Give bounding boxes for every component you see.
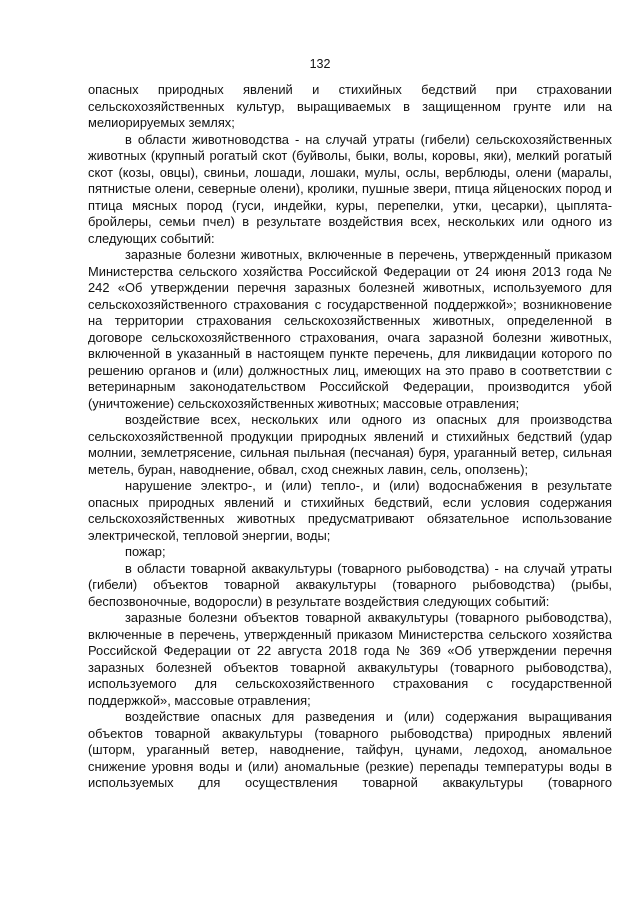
body-text [88, 82, 612, 792]
paragraph-aquaculture: в области товарной аквакультуры (товарного рыбоводства) - на случай утраты (гибели) объектов товарной аквакультуры (товарного рыбоводства) (рыбы, беспозвоночные, водоросли) в результате воздействия следующих событий: [88, 560, 612, 609]
paragraph-utility-disruption: нарушение электро-, и (или) тепло-, и (или) водоснабжения в результате опасных природных явлений и стихийных бедствий, если условия содержания сельскохозяйственных животных предусматривают обязательное использование электрической, тепловой энергии, воды; [88, 478, 612, 543]
paragraph-contagious-diseases: заразные болезни животных, включенные в перечень, утвержденный приказом Министерства сельского хозяйства Российской Федерации от 24 июня 2013 года № 242 «Об утверждении перечня заразных болезней животных, используемого для сельскохозяйственного страхования с государственной поддержкой»; возникновение на территории страхования сельскохозяйственных животных, определенной в договоре сельскохозяйственного страхования, очага заразной болезни животных, включенной в указанный в настоящем пункте перечень, для ликвидации которого по решению органов и (или) должностных лиц, имеющих на это право в соответствии с ветеринарным законодательством Российской Федерации, производится убой (уничтожение) сельскохозяйственных животных; массовые отравления; [88, 247, 612, 411]
paragraph-fire: пожар; [125, 544, 166, 559]
page-number: 132 [309, 57, 331, 71]
paragraph-aquaculture-diseases: заразные болезни объектов товарной аквакультуры (товарного рыбоводства), включенные в перечень, утвержденный приказом Министерства сельского хозяйства Российской Федерации от 22 августа 2018 года № 369 «Об утверждении перечня заразных болезней объектов товарной аквакультуры (товарного рыбоводства), используемого для сельскохозяйственного страхования с государственной поддержкой», массовые отравления; [88, 610, 612, 708]
paragraph-aquaculture-natural-phenomena: воздействие опасных для разведения и (или) содержания выращивания объектов товарной аквакультуры (товарного рыбоводства) природных явлений (шторм, ураганный ветер, наводнение, тайфун, цунами, ледоход, аномальное снижение уровня воды и (или) аномальные (резкие) перепады температуры воды в используемых для осуществления товарной аквакультуры (товарного [88, 709, 612, 790]
paragraph-continuation: опасных природных явлений и стихийных бедствий при страховании сельскохозяйственных культур, выращиваемых в защищенном грунте или на мелиорируемых землях; [88, 82, 612, 130]
paragraph-natural-phenomena: воздействие всех, нескольких или одного из опасных для производства сельскохозяйственной продукции природных явлений и стихийных бедствий (удар молнии, землетрясение, сильная пыльная (песчаная) буря, ураганный ветер, сильная метель, буран, наводнение, обвал, сход снежных лавин, сель, оползень); [88, 412, 612, 477]
paragraph-livestock: в области животноводства - на случай утраты (гибели) сельскохозяйственных животных (крупный рогатый скот (буйволы, быки, волы, коровы, яки), мелкий рогатый скот (козы, овцы), свиньи, лошади, лошаки, мулы, ослы, верблюды, олени (маралы, пятнистые олени, северные олени), кролики, пушные звери, птица яйценоских пород и птица мясных пород (гуси, индейки, куры, перепелки, утки, цесарки), цыплята-бройлеры, семьи пчел) в результате воздействия всех, нескольких или одного из следующих событий: [88, 131, 612, 246]
